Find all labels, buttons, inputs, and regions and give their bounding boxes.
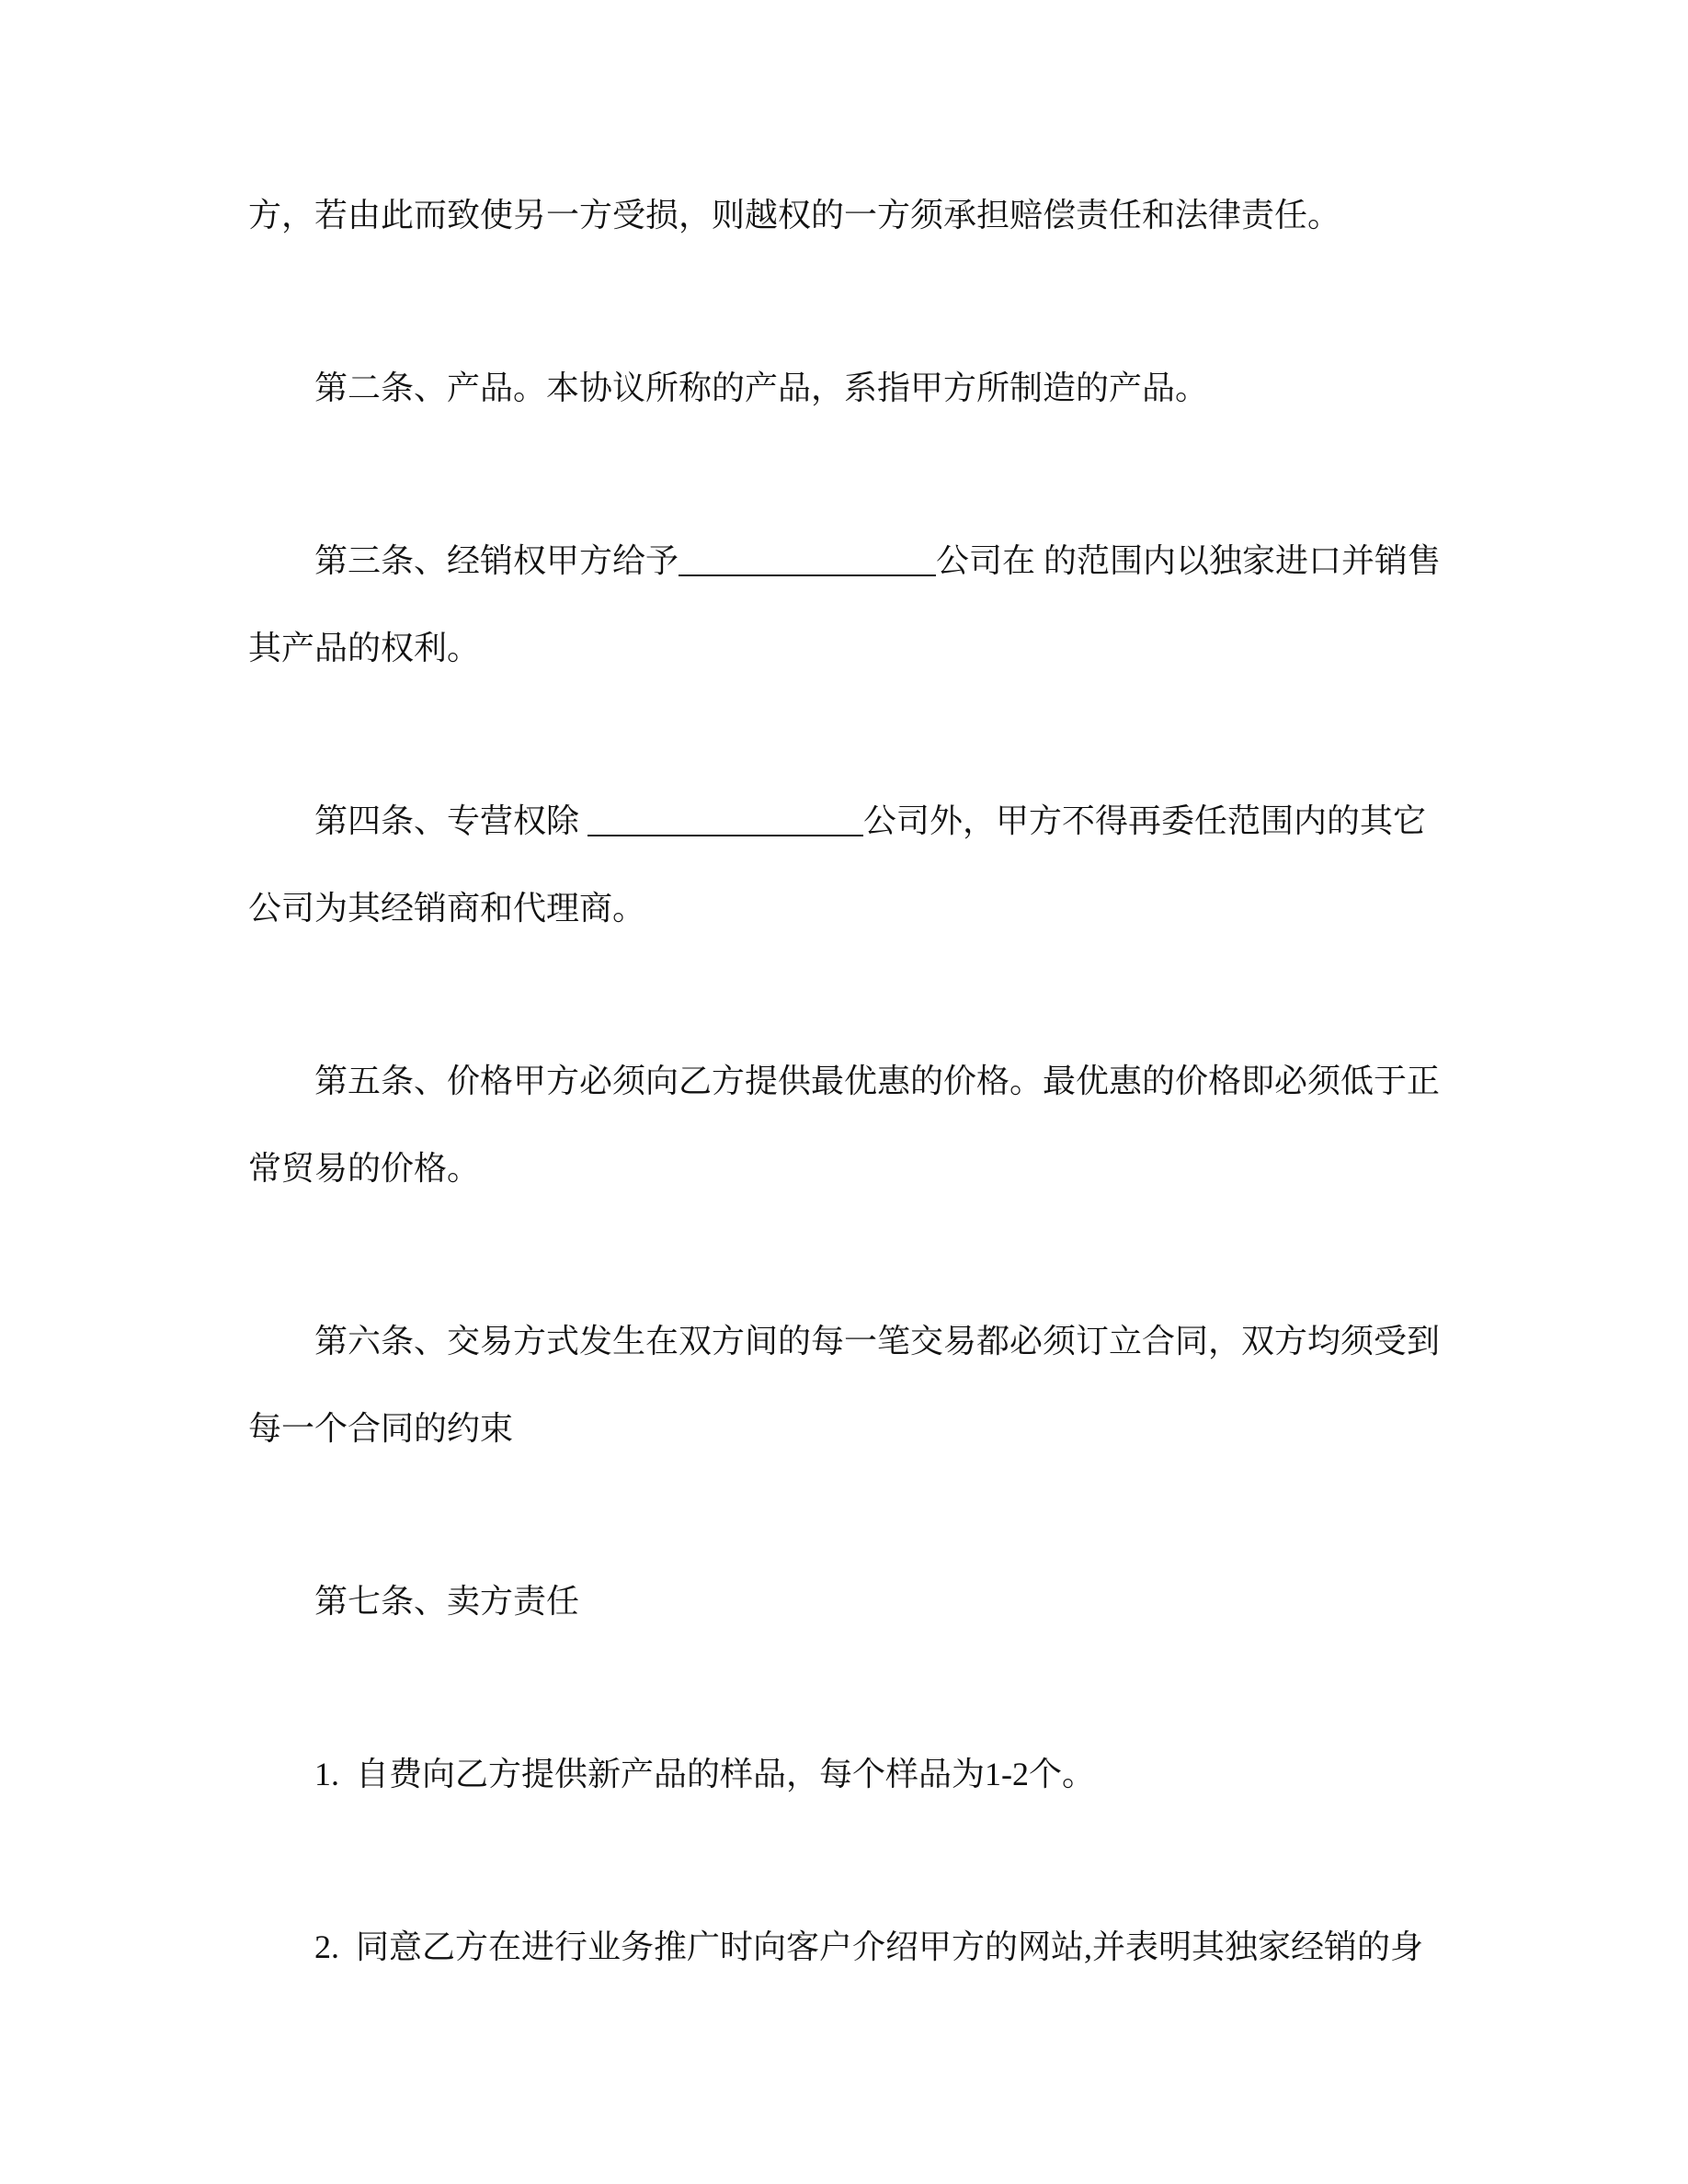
text-run: 公司在 的范围内以独家进口并销售其产品的权利。 <box>248 542 1442 666</box>
text-run: 第三条、经销权甲方给予 <box>314 542 679 579</box>
text-run: 第七条、卖方责任 <box>314 1583 580 1620</box>
text-run: 第五条、价格甲方必须向乙方提供最优惠的价格。最优惠的价格即必须低于正常贸易的价格。 <box>248 1063 1441 1187</box>
paragraph <box>248 518 1443 692</box>
paragraph <box>248 172 1443 259</box>
fill-in-blank-line <box>587 835 863 836</box>
text-run: 1. 自费向乙方提供新产品的样品，每个样品为1-2个。 <box>314 1756 1095 1792</box>
paragraph <box>248 1731 1443 1818</box>
paragraph <box>248 1298 1443 1473</box>
paragraph <box>248 1038 1443 1212</box>
text-run: 第四条、专营权除 <box>314 802 588 839</box>
text-run: 公司外，甲方不得再委任范围内的其它公司为其经销商和代理商。 <box>248 802 1427 927</box>
fill-in-blank-line <box>679 574 936 576</box>
text-run: 第二条、产品。本协议所称的产品，系指甲方所制造的产品。 <box>314 370 1209 406</box>
text-run: 2. 同意乙方在进行业务推广时向客户介绍甲方的网站,并表明其独家经销的身 <box>314 1928 1424 1965</box>
text-run: 第六条、交易方式发生在双方间的每一笔交易都必须订立合同，双方均须受到每一个合同的约束 <box>248 1323 1441 1447</box>
paragraph <box>248 1558 1443 1645</box>
paragraph <box>248 778 1443 952</box>
paragraph <box>248 345 1443 432</box>
text-run: 方，若由此而致使另一方受损，则越权的一方须承担赔偿责任和法律责任。 <box>248 197 1341 233</box>
document-body <box>248 172 1443 1991</box>
paragraph <box>248 1904 1443 1991</box>
